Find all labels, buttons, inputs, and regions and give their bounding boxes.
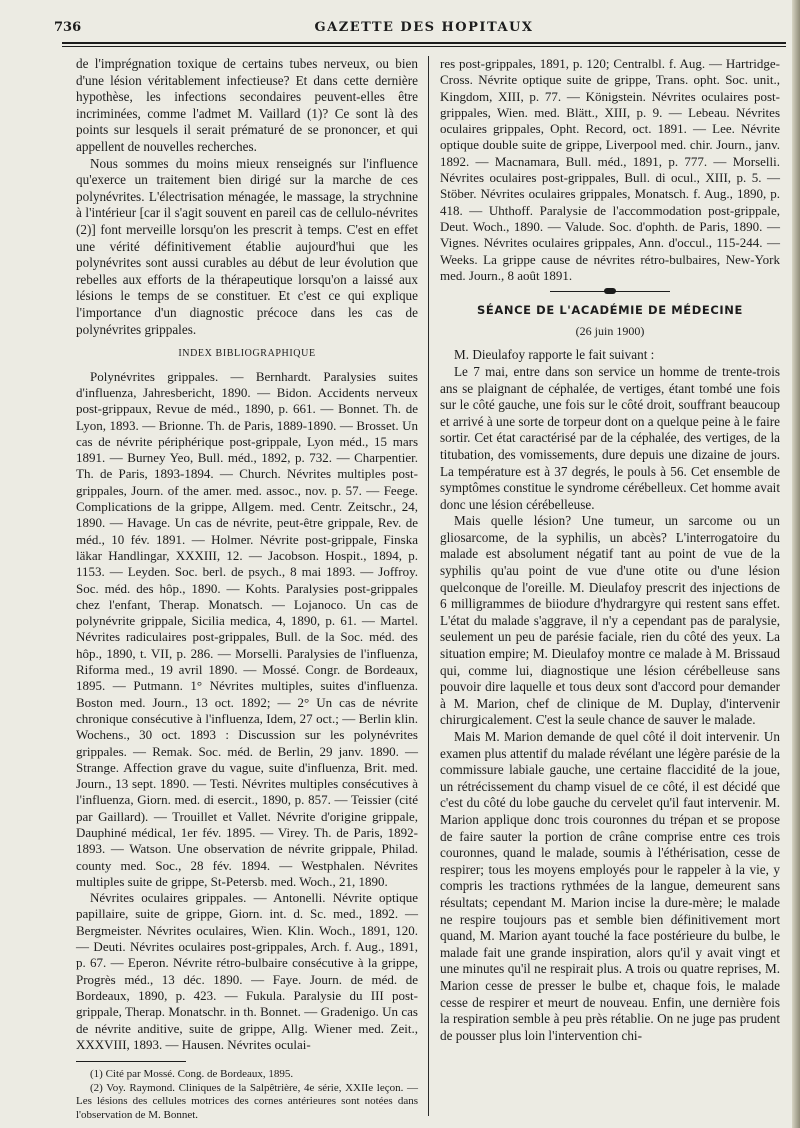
bibliography-polynevrites: Polynévrites grippales. — Bernhardt. Paralysies suites d'influenza, Jahresbericht, 1890. — Bidon. Accidents nerveux post-grippaux, Revue de méd., 1890, p. 661. — Bonnet. Th. de Lyon, 1893. — Brionne. Th. de Paris, 1889-1890. — Brosset. Un cas de névrite périphérique post-grippale, Lyon méd., 15 mars 1891. — Burney Yeo, Bull. méd., 1892, p. 732. — Charpentier. Th. de Paris, 1893-1894. — Church. Névrites multiples post-grippales, Journ. of the amer. med. assoc., nov. p. 57. — Feege. Complications de la grippe, Allgem. med. Centr. Zeitschr., 24, 1890. — Havage. Un cas de névrite, peut-être grippale, Rev. de méd., 10 fév. 1891. — Holmer. Névrite post-grippale, Finska läkar Handlingar, XXXIII, 12. — Jacobson. Hospit., 1894, p. 1153. — Leyden. Soc. berl. de psych., 8 mai 1893. — Joffroy. Soc. méd. des hôp., 1890. — Kohts. Paralysies post-grippales chez l'enfant, Therap. Monatsch. — Lojanoco. Un cas de polynévrite grippale, Sicilia medica, 4, 1890, p. 61. — Martel. Névrites radiculaires post-grippales, Bull. de la Soc. méd. des hôp., 1890, t. VII, p. 286. — Morselli. Paralysies de l'influenza, Riforma med., 19 avril 1890. — Mossé. Congr. de Bordeaux, 1895. — Putmann. 1° Névrites multiples, suites d'influenza. Boston med. Journ., 13 oct. 1892; — 2° Un cas de névrite chronique consécutive à l'influenza, Idem, 27 oct.; — Berlin klin. Wochens., 30 oct. 1893 : Discussion sur les polynévrites grippales. — Remak. Soc. méd. de Berlin, 29 janv. 1890. — Strange. Affection grave du vague, suite d'influenza, Brit. med. Journ., 13 sept. 1890. — Testi. Névrites multiples consécutives à l'influenza, Giorn. med. di esercit., 1890, p. 857. — Teissier (cité par Gaillard). — Trouillet et Vallet. Névrite d'origine grippale, Dauphiné médical, 1er fév. 1895. — Virey. Th. de Paris, 1892-1893. — Watson. Une observation de névrite grippale, Philad. county med. Soc., 28 fév. 1894. — Westphalen. Névrites multiples suite de grippe, St-Petersb. med. Woch., 21, 1890. (76, 368, 418, 889)
right-column (440, 56, 780, 1044)
left-column (76, 56, 418, 1122)
right-paragraph-4: Mais M. Marion demande de quel côté il doit intervenir. Un examen plus attentif du malade révélant une légère parésie de la commissure labiale gauche, une certaine flaccidité de la joue, un rétrécissement du champ visuel de ce côté, il est décidé que c'est du côté du lobe gauche du cervelet qu'il faut intervenir. M. Marion applique donc trois couronnes du trépan et se propose de faire sauter la portion de crâne comprise entre ces trois couronnes, quand le malade, soumis à l'éthérisation, cesse de respirer; tous les moyens employés pour le rappeler à la vie, y compris les tractions rythmées de la langue, demeurent sans résultats; cependant M. Marion incise la dure-mère; le malade ne respire toujours pas et semble bien définitivement mort quand, M. Marion ayant touché la face postérieure du bulbe, le malade fait une grande inspiration, alors qu'il y avait vingt et une minutes qu'il ne respirait plus. A trois ou quatre reprises, M. Marion cesse de presser le bulbe et, chaque fois, le malade cesse de respirer et meurt de nouveau. Enfin, une dernière fois la respiration semble à peu près rétablie. On ne juge pas prudent de pousser plus loin l'intervention chi- (440, 729, 780, 1043)
left-paragraph-1: de l'imprégnation toxique de certains tubes nerveux, ou bien d'une lésion véritablement infectieuse? Et dans cette dernière hypothèse, les infections secondaires peuvent-elles être incriminées, comme l'admet M. Vaillard (1)? Ce sont là des points sur lesquels il serait prématuré de se prononcer, et qui appellent de nouvelles recherches. (76, 56, 418, 154)
page-edge-shadow (792, 0, 800, 1128)
page-number: 736 (54, 20, 82, 35)
right-paragraph-1: M. Dieulafoy rapporte le fait suivant : (454, 347, 655, 363)
footnote-2: (2) Voy. Raymond. Cliniques de la Salpêtrière, 4e série, XXIIe leçon. — Les lésions des cellules motrices des cornes antérieures sont notées dans l'observation de M. Bonnet. (76, 1081, 418, 1121)
section-date: (26 juin 1900) (575, 323, 645, 338)
bibliography-continuation: res post-grippales, 1891, p. 120; Centralbl. f. Aug. — Hartridge-Cross. Névrite optique suite de grippe, Trans. opht. Soc. unit., Kingdom, XIII, p. 77. — Königstein. Névrites oculaires post-grippales, Wien. med. Blätt., XIII, p. 9. — Lebeau. Névrites oculaires grippales, Opht. Record, oct. 1891. — Lee. Névrite optique double suite de grippe, Liverpool med. chir. Journ., janv. 1892. — Macnamara, Bull. méd., 1891, p. 777. — Morselli. Névrites oculaires post-grippales, Bull. di ocul., XIII, p. 5. — Stöber. Névrites oculaires grippales, Monatsch. f. Aug., 1890, p. 418. — Uhthoff. Paralysie de l'accommodation post-grippale, Deut. Woch., 1890. — Valude. Soc. d'ophth. de Paris, 1890. — Vignes. Névrites oculaires grippales, Ann. d'occul., 115-244. — Weeks. La grippe cause de névrites rétro-bulbaires, New-York med. Journ., 8 août 1891. (440, 56, 780, 283)
footnotes (76, 1068, 418, 1122)
footnote-1: (1) Cité par Mossé. Cong. de Bordeaux, 1895. (90, 1068, 294, 1081)
left-paragraph-2: Nous sommes du moins mieux renseignés sur l'influence qu'exerce un traitement bien dirigé sur la marche de ces polynévrites. L'électrisation ménagée, le massage, la strychnine à l'intérieur [car il s'agit souvent en pareil cas de cellulo-névrites (2)] font merveille lorsqu'on les prescrit à temps. C'est en effet une vérité définitivement établie aujourd'hui que les polynévrites sont aussi curables au début de leur évolution que rebelles aux efforts de la thérapeutique lorsqu'on a laissé aux lésions le temps de se constituer. Et c'est ce qui explique l'importance d'un diagnostic précoce dans les cas de polynévrites grippales. (76, 155, 418, 337)
running-title: GAZETTE DES HOPITAUX (314, 20, 534, 35)
section-heading: SÉANCE DE L'ACADÉMIE DE MÉDECINE (477, 303, 743, 318)
page-header (54, 16, 784, 42)
section-ornament (550, 288, 670, 294)
right-paragraph-2: Le 7 mai, entre dans son service un homme de trente-trois ans se plaignant de céphalée, de vertiges, étant tombé une fois sur le côté gauche, une fois sur le côté droit, souffrant beaucoup et arrivé à une sorte de torpeur dont on a quelque peine à le faire sortir. Cet état caractérisé par de la céphalée, des vertiges, de la titubation, des vomissements, dure depuis une dizaine de jours. La température est à 37 degrés, le pouls à 56. Cet ensemble de symptômes constitue le syndrome cérébelleux. Cet homme avait donc une lésion cérébelleuse. (440, 363, 780, 512)
right-paragraph-3: Mais quelle lésion? Une tumeur, un sarcome ou un gliosarcome, de la syphilis, un abcès? L'interrogatoire du malade est absolument négatif tant au point de vue de la syphilis qu'au point de vue d'une otite ou d'une lésion quelconque de l'oreille. M. Dieulafoy prescrit des injections de 6 milligrammes de biiodure d'hydrargyre qui restent sans effet. L'état du malade s'aggrave, il n'y a cependant pas de paralysie, seulement un peu de parésie faciale, rien du côté des yeux. La situation empire; M. Dieulafoy montre ce malade à M. Brissaud qui, comme lui, diagnostique une lésion cérébelleuse sans pouvoir dire laquelle et tous deux sont d'accord pour demander à M. Marion, chef de clinique de M. Duplay, d'intervenir chirurgicalement. C'est la seule chance de sauver le malade. (440, 513, 780, 728)
column-divider (428, 56, 429, 1116)
bibliography-heading: INDEX BIBLIOGRAPHIQUE (178, 348, 316, 360)
bibliography-nevrites-oculaires: Névrites oculaires grippales. — Antonelli. Névrite optique papillaire, suite de grippe, Giorn. int. d. Sc. med., 1892. — Bergmeister. Névrites oculaires, Wien. Klin. Woch., 1891, 120. — Deuti. Névrites oculaires post-grippales, Arch. f. Aug., 1891, p. 67. — Eperon. Névrite rétro-bulbaire consécutive à la grippe, Progrès méd., 13 déc. 1890. — Faye. Journ. de méd. de Bordeaux, 1890, p. 423. — Fukula. Paralysie du III post-grippale, Therap. Monatschr. in th. Bonnet. — Gradenigo. Un cas de névrite anditive, suite de grippe, Allg. Wiener med. Zeit., XXXVIII, 1893. — Hausen. Névrites oculai- (76, 890, 418, 1052)
header-rule-thin (62, 46, 786, 47)
footnote-rule (76, 1061, 186, 1062)
header-rule-thick (62, 42, 786, 44)
